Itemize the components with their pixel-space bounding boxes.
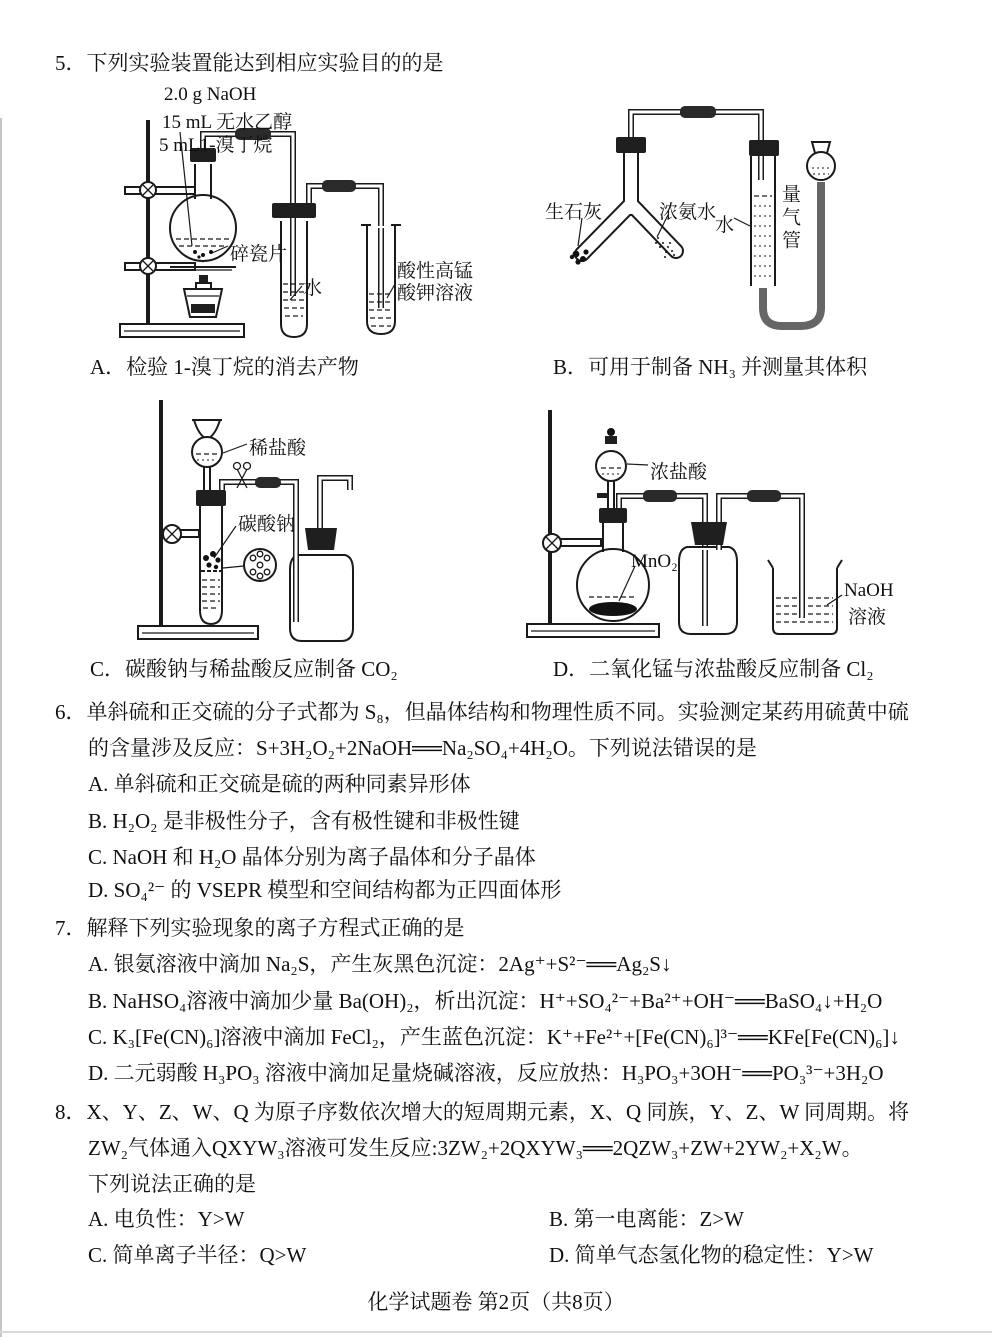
apparatus-c-diagram (112, 398, 507, 650)
caption-d: D．二氧化锰与浓盐酸反应制备 Cl₂ (553, 657, 874, 681)
q7-option-d: D. 二元弱酸 H₃PO₃ 溶液中滴加足量烧碱溶液，反应放热：H₃PO₃+3OH⁻══PO₃³⁻+3H₂O (88, 1061, 884, 1085)
test-tube-stopper-c (196, 490, 226, 506)
q7-option-b: B. NaHSO₄溶液中滴加少量 Ba(OH)₂，析出沉淀：H⁺+SO₄²⁻+Ba²⁺+OH⁻══BaSO₄↓+H₂O (88, 989, 883, 1013)
apparatus-d-diagram (515, 398, 975, 650)
q7-option-c: C. K₃[Fe(CN)₆]溶液中滴加 FeCl₂，产生蓝色沉淀：K⁺+Fe²⁺+[Fe(CN)₆]³⁻══KFe[Fe(CN)₆]↓ (88, 1025, 900, 1049)
q6-option-c: C. NaOH 和 H₂O 晶体分别为离子晶体和分子晶体 (88, 845, 536, 869)
apparatus-d (515, 398, 975, 650)
caption-a: A．检验 1-溴丁烷的消去产物 (90, 355, 359, 379)
q8-option-d: D. 简单气态氢化物的稳定性：Y>W (549, 1243, 874, 1267)
q8-stem-line2: ZW₂气体通入QXYW₃溶液可发生反应:3ZW₂+2QXYW₃══2QZW₃+ZW+2YW₂+X₂W。 (88, 1136, 863, 1160)
scan-bottom-artifact (0, 1331, 992, 1333)
y-tube-stopper (616, 137, 646, 153)
reaction-test-tube (200, 506, 222, 624)
q6-stem-line1: 6．单斜硫和正交硫的分子式都为 S₈，但晶体结构和物理性质不同。实验测定某药用硫黄中硫 (55, 700, 909, 724)
perforated-plate-magnifier (223, 549, 276, 581)
test-tube-kmno4 (361, 225, 401, 334)
q6-option-d: D. SO₄²⁻ 的 VSEPR 模型和空间结构都为正四面体形 (88, 878, 562, 902)
label-ammonia: 浓氨水 (659, 202, 717, 223)
rubber-connector (680, 106, 716, 118)
label-bromobutane: 5 mL1-溴丁烷 (159, 135, 273, 156)
label-na2co3: 碳酸钠 (238, 514, 296, 535)
label-naoh-mass: 2.0 g NaOH (164, 84, 257, 105)
label-quicklime: 生石灰 (545, 202, 603, 223)
label-naoh-line2: 溶液 (848, 607, 887, 628)
q7-option-a: A. 银氨溶液中滴加 Na₂S，产生灰黑色沉淀：2Ag⁺+S²⁻══Ag₂S↓ (88, 952, 672, 976)
test-tube-stopper (272, 203, 316, 218)
rubber-connector (255, 477, 281, 488)
label-water-b: 水 (715, 215, 735, 236)
label-ethanol: 15 mL 无水乙醇 (162, 112, 293, 133)
label-water-a: 水 (303, 278, 323, 299)
page-footer: 化学试题卷 第2页（共8页） (367, 1290, 625, 1314)
q8-option-c: C. 简单离子半径：Q>W (88, 1243, 307, 1267)
q8-stem-line3: 下列说法正确的是 (88, 1172, 256, 1196)
measuring-tube-stopper (749, 140, 779, 156)
label-dilute-hcl: 稀盐酸 (249, 438, 307, 459)
rubber-connector (322, 180, 356, 192)
rubber-connector (747, 490, 781, 502)
label-conc-hcl: 浓盐酸 (650, 462, 708, 483)
q5-stem: 5．下列实验装置能达到相应实验目的的是 (55, 51, 444, 75)
caption-b: B．可用于制备 NH₃ 并测量其体积 (553, 355, 868, 379)
q6-option-b: B. H₂O₂ 是非极性分子，含有极性键和非极性键 (88, 809, 520, 833)
label-porcelain: 碎瓷片 (230, 244, 288, 265)
label-gas-measuring-tube: 量气管 (779, 184, 800, 253)
q6-stem-line2: 的含量涉及反应：S+3H₂O₂+2NaOH══Na₂SO₄+4H₂O。下列说法错误的是 (88, 736, 757, 760)
bottle-stopper-d (691, 522, 727, 545)
q6-option-a: A. 单斜硫和正交硫是硫的两种同素异形体 (88, 772, 471, 796)
bottle-stopper-c (305, 528, 337, 550)
flask-stopper-d (599, 508, 627, 523)
apparatus-c (112, 398, 507, 650)
leveling-bulb (807, 142, 835, 180)
q8-option-a: A. 电负性：Y>W (88, 1207, 245, 1231)
q8-option-b: B. 第一电离能：Z>W (549, 1207, 744, 1231)
gas-bottle-c (290, 555, 353, 641)
label-kmno4-line1: 酸性高锰 (397, 261, 474, 282)
rubber-connector (643, 490, 677, 502)
label-kmno4-line2: 酸钾溶液 (397, 283, 474, 304)
label-naoh-line1: NaOH (844, 580, 894, 601)
q7-stem: 7．解释下列实验现象的离子方程式正确的是 (55, 916, 465, 940)
label-mno2: MnO₂ (631, 551, 678, 572)
caption-c: C．碳酸钠与稀盐酸反应制备 CO₂ (90, 657, 398, 681)
scan-edge-artifact (0, 118, 2, 1337)
q8-stem-line1: 8．X、Y、Z、W、Q 为原子序数依次增大的短周期元素，X、Q 同族，Y、Z、W 同周期。将 (55, 1100, 910, 1124)
